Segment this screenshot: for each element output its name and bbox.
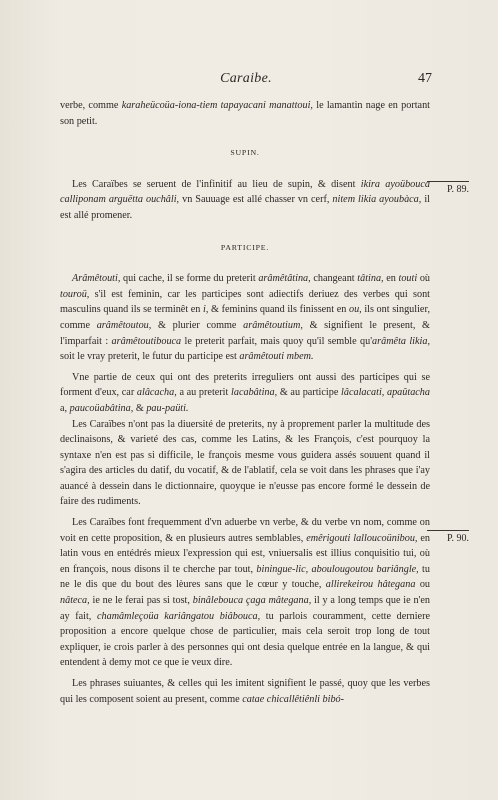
page-number: 47 <box>418 71 432 86</box>
margin-reference: P. 89. <box>427 181 469 201</box>
body-text <box>60 98 430 707</box>
paragraph: Les phrases suiuantes, & celles qui les imitent signifient le passé, quoy que les verbes qui les composent soient au present, comme catae chicallêtiênli bibó- <box>60 678 430 705</box>
section-heading-participe: PARTICIPE. <box>220 242 270 252</box>
running-title: Caraibe. <box>220 71 272 86</box>
paragraph: Arâmêtouti, qui cache, il se forme du preterit arâmêtâtina, changeant tâtina, en touti où touroü, s'il est feminin, car les participes sont adiectifs deriuez des verbes qui sont masculins quand ils se terminêt en i, & feminins quand ils finissent en ou, ils ont singulier, comme arâmêtoutou, & plurier comme arâmêtoutium, & signifient le present, & l'imparfait : arâmêtoutibouca le preterit parfait, mais quoy qu'il semble qu'arâmêta likia, soit le vray preterit, le futur du participe est arâmêtouti mbem. <box>60 273 431 363</box>
margin-reference: P. 90. <box>427 530 469 550</box>
paragraph: Vne partie de ceux qui ont des preterits irreguliers ont aussi des participes qui se forment d'eux, car alâcacha, a au preterit lacabâtina, & au participe lâcalacati, apaûtacha a, paucoüabâtina, & pau-paüti. <box>60 371 430 414</box>
paragraph: verbe, comme karaheücoüa-iona-tiem tapayacani manattoui, le lamantin nage en portant son petit. <box>60 100 430 127</box>
paragraph: Les Caraïbes font frequemment d'vn aduerbe vn verbe, & du verbe vn nom, comme on voit en cette proposition, & en plusieurs autres semblables, emêrigouti lalloucoünibou, en latin vous en entédrés mieux l'expression qui est, vniuersalis est illius conquisitio tui, où en françois, nous disons il te cherche par tout, biningue-lic, aboulougoutou bariângle, tu ne le dis que du bout des lèures sans que le cœur y touche, allirekeirou hâtegana ou nâteca, ie ne le ferai pas si tost, binâlebouca çaga mâtegana, il y a long temps que ie n'en ay fait, chamâmleçoüa kariângatou biâbouca, tu parlois couramment, cette derniere proposition a encore quelque chose de particulier, mais cela seroit trop long de tout expliquer, ie crois parler à des personnes qui ont desia quelque entrée en la langue, & qui entendent à demy mot ce que ie veux dire. <box>60 517 430 669</box>
paragraph: Les Caraïbes se seruent de l'infinitif au lieu de supin, & disent ikira ayoübouca calliponam arguëtta ouchâli, vn Sauuage est allé chasser vn cerf, nitem likia ayoubàca, il est allé promener. <box>60 178 430 221</box>
paragraph: Les Caraïbes n'ont pas la diuersité de preterits, ny à proprement parler la multitude des declinaisons, & varieté des cas, comme les Latins, & les François, c'est pourquoy la syntaxe n'en est pas si difficile, le françois mesme vous guidera assés souuent quand il s'agira des articles du datif, du vocatif, & de l'ablatif, cela se voit dans les phrases que i'ay auancé à dessein dans le dictionnaire, quoyque ie n'eusse pas encore formé le dessein de faire des rudiments. <box>60 418 430 508</box>
running-head <box>60 71 432 91</box>
section-heading-supin: SUPIN. <box>230 148 260 158</box>
